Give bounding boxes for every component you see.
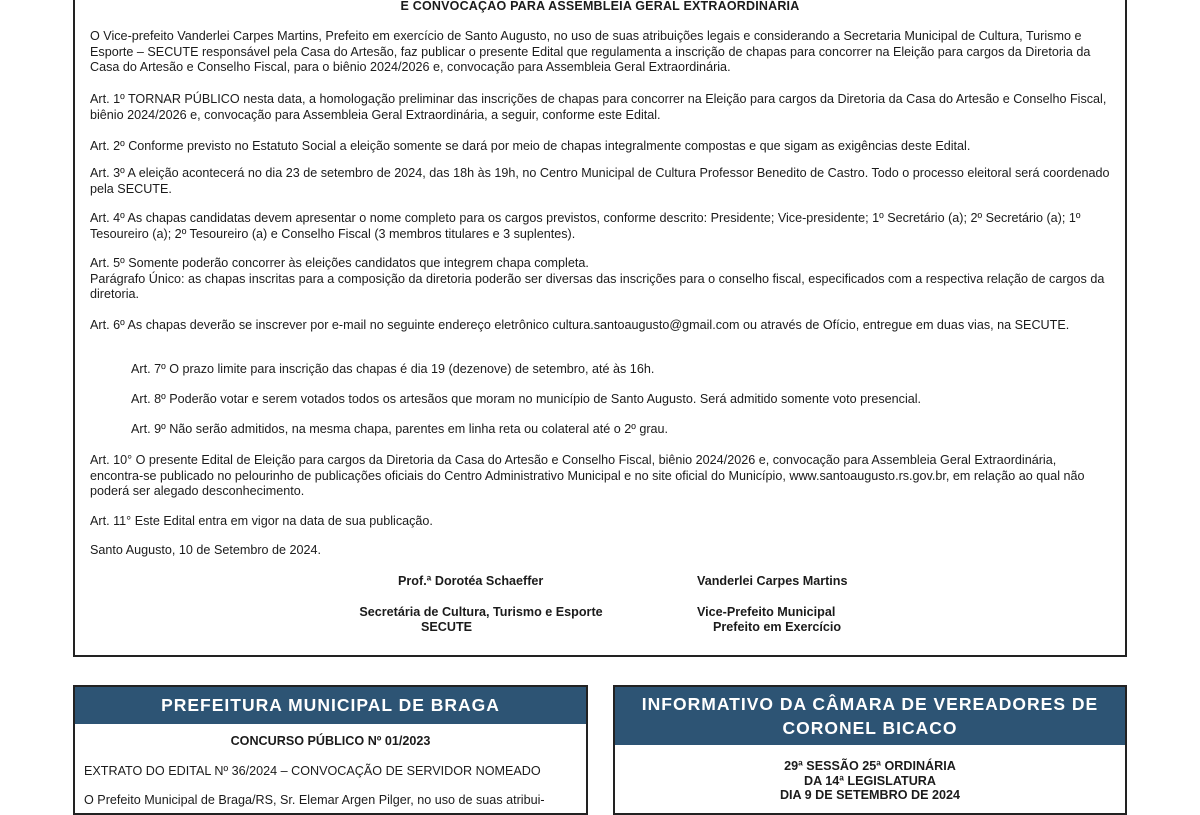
camara-header-line2: CORONEL BICACO [782,718,958,738]
art-6-block [90,318,1112,334]
edital-date: Santo Augusto, 10 de Setembro de 2024. [90,543,322,557]
braga-header: PREFEITURA MUNICIPAL DE BRAGA [75,687,586,724]
art-9-block [90,422,1112,438]
art-1-block [90,92,1112,123]
braga-subtitle: CONCURSO PÚBLICO Nº 01/2023 [230,734,431,748]
camara-line-3: DIA 9 DE SETEMBRO DE 2024 [779,788,961,802]
paragraph-art-1: Art. 1º TORNAR PÚBLICO nesta data, a homologação preliminar das inscrições de chapas para concorrer na Eleição para cargos da Diretoria da Casa do Artesão e Conselho Fiscal, biênio 2024/2026 e, convocação para Assembleia Geral Extraordinária, a seguir, conforme este Edital. [90,92,1107,122]
art-5-block [90,256,1112,303]
camara-line-2: DA 14ª LEGISLATURA [803,773,936,788]
signature-left-role [351,605,611,635]
edital-intro [90,29,1112,76]
camara-header-line1: INFORMATIVO DA CÂMARA DE VEREADORES DE [641,694,1099,714]
art-4-block [90,211,1112,242]
paragraph-art-11: Art. 11° Este Edital entra em vigor na data de sua publicação. [90,514,433,528]
signature-right-name: Vanderlei Carpes Martins [697,574,848,588]
paragraph-art-10: Art. 10° O presente Edital de Eleição para cargos da Diretoria da Casa do Artesão e Conselho Fiscal, biênio 2024/2026 e, convocação para Assembleia Geral Extraordinária, encontra-se publicado no pelourinho de publicações oficiais do Centro Administrativo Municipal e no site oficial do Município, www.santoaugusto.rs.gov.br, em relação ao qual não poderá ser alegado desconhecimento. [90,453,1085,499]
paragraph-art-3: Art. 3º A eleição acontecerá no dia 23 de setembro de 2024, das 18h às 19h, no Centro Municipal de Cultura Professor Benedito de Castro. Todo o processo eleitoral será coordenado pela SECUTE. [90,166,1110,196]
signature-left-role-line1: Secretária de Cultura, Turismo e Esporte [359,605,603,619]
camara-panel [613,685,1127,815]
art-11-block [90,514,1112,530]
paragraph-art-5: Art. 5º Somente poderão concorrer às eleições candidatos que integrem chapa completa. [90,256,589,270]
camara-header [615,687,1125,745]
art-2-block [90,139,1112,155]
signature-right-role [697,605,841,635]
art-7-block [90,362,1112,378]
art-8-block [90,392,1112,408]
edital-box [73,0,1127,657]
braga-line-2: O Prefeito Municipal de Braga/RS, Sr. Elemar Argen Pilger, no uso de suas atribui- [84,793,545,807]
camara-body [615,745,1125,803]
signature-left-name: Prof.ª Dorotéa Schaeffer [398,574,544,588]
camara-line-1: 29ª SESSÃO 25ª ORDINÁRIA [784,759,956,773]
paragraph-art-6: Art. 6º As chapas deverão se inscrever por e-mail no seguinte endereço eletrônico cultura.santoaugusto@gmail.com ou através de Ofício, entregue em duas vias, na SECUTE. [90,318,1070,332]
art-3-block [90,166,1112,197]
paragraph-unico: Parágrafo Único: as chapas inscritas para a composição da diretoria poderão ser diversas das inscrições para o conselho fiscal, especificados com a respectiva relação de cargos da diretoria. [90,271,1105,302]
paragraph-intro: O Vice-prefeito Vanderlei Carpes Martins, Prefeito em exercício de Santo Augusto, no uso de suas atribuições legais e considerando a Secretaria Municipal de Cultura, Turismo e Esporte – SECUTE responsável pela Casa do Artesão, faz publicar o presente Edital que regulamenta a inscrição de chapas para concorrer na Eleição para cargos da Diretoria da Casa do Artesão e Conselho Fiscal, para o biênio 2024/2026 e, convocação para Assembleia Geral Extraordinária. [90,29,1091,75]
paragraph-art-4: Art. 4º As chapas candidatas devem apresentar o nome completo para os cargos previstos, conforme descrito: Presidente; Vice-presidente; 1º Secretário (a); 2º Secretário (a); 1º Tesoureiro (a); 2º Tesoureiro (a) e Conselho Fiscal (3 membros titulares e 3 suplentes). [90,211,1081,241]
edital-title: E CONVOCAÇÃO PARA ASSEMBLEIA GERAL EXTRAORDINÁRIA [400,0,800,13]
paragraph-art-7: Art. 7º O prazo limite para inscrição das chapas é dia 19 (dezenove) de setembro, até às 16h. [131,362,655,376]
paragraph-art-9: Art. 9º Não serão admitidos, na mesma chapa, parentes em linha reta ou colateral até o 2º grau. [131,422,669,436]
paragraph-art-8: Art. 8º Poderão votar e serem votados todos os artesãos que moram no município de Santo Augusto. Será admitido somente voto presencial. [131,392,922,406]
braga-line-1: EXTRATO DO EDITAL Nº 36/2024 – CONVOCAÇÃO DE SERVIDOR NOMEADO [84,764,541,778]
braga-panel [73,685,588,815]
signature-left-role-line2: SECUTE [421,620,473,634]
date-block [90,543,1112,559]
paragraph-art-2: Art. 2º Conforme previsto no Estatuto Social a eleição somente se dará por meio de chapas integralmente compostas e que sigam as exigências deste Edital. [90,139,971,153]
signature-right-role-line2: Prefeito em Exercício [713,620,842,634]
signature-right-role-line1: Vice-Prefeito Municipal [697,605,836,619]
art-10-block [90,453,1112,500]
